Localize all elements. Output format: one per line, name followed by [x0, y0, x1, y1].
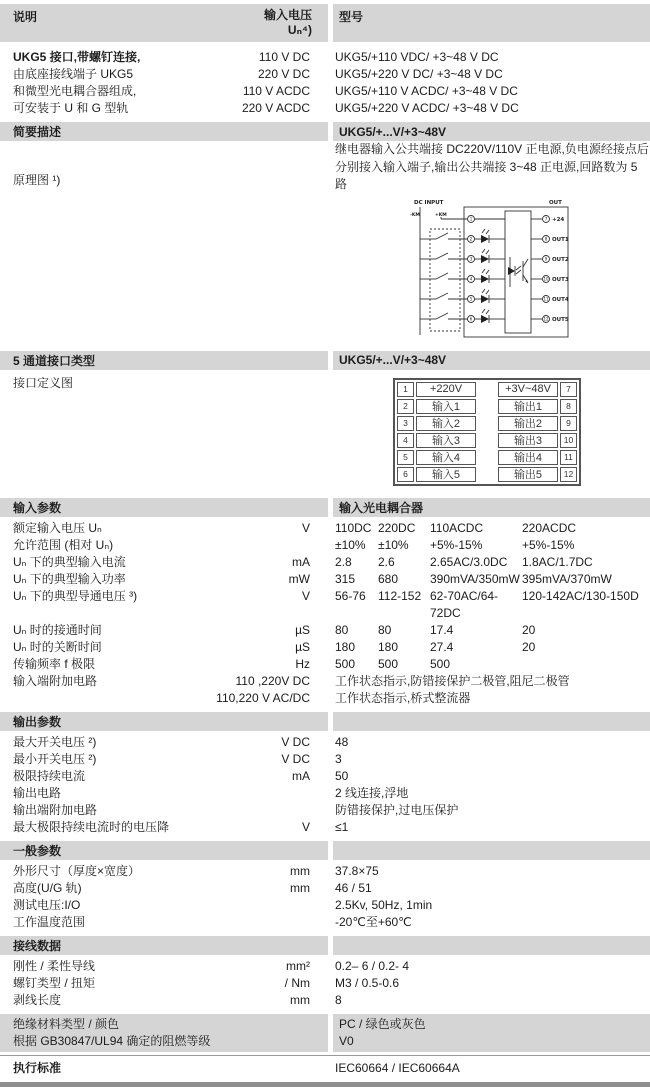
param-value: 56-76	[335, 588, 366, 603]
param-value: 500	[430, 656, 451, 671]
bottom-rule	[0, 1082, 650, 1087]
brief-body	[0, 141, 650, 341]
param-value: 110DC	[335, 520, 372, 535]
param-value: 3	[335, 751, 342, 766]
param-label: Uₙ 下的典型导通电压 ³)	[13, 588, 138, 603]
pin-num: 3	[397, 416, 414, 431]
param-value: 50	[335, 768, 349, 783]
param-row	[0, 751, 650, 768]
param-row	[0, 768, 650, 785]
insulation-band	[0, 1014, 650, 1052]
desc-cell: 可安装于 U 和 G 型轨	[13, 101, 129, 115]
param-value: 27.4	[430, 639, 454, 654]
param-row	[0, 656, 650, 673]
param-row	[0, 734, 650, 751]
channel-type-bar	[0, 351, 650, 370]
pin-number: 5	[469, 296, 473, 302]
general-params-title: 一般参数	[13, 843, 62, 858]
pin-number: 1	[469, 216, 473, 222]
param-value: ±10%	[335, 537, 366, 552]
pin-num: 5	[397, 450, 414, 465]
pin-value: 输入4	[416, 450, 476, 465]
param-label: 测试电压:I/O	[13, 897, 81, 912]
param-row	[0, 639, 650, 656]
pin-number: 3	[469, 256, 473, 262]
param-label: 刚性 / 柔性导线	[13, 958, 96, 973]
out-label: OUT1	[552, 236, 569, 243]
standards-value: IEC60664 / IEC60664A	[335, 1060, 460, 1075]
pin-num: 2	[397, 399, 414, 414]
param-value: 0.2– 6 / 0.2- 4	[335, 958, 410, 973]
pin-definition-table	[393, 378, 581, 486]
led-icon	[481, 269, 489, 283]
brief-model-title: UKG5/+...V/+3~48V	[339, 124, 447, 139]
param-label: 最大极限持续电流时的电压降	[13, 819, 170, 834]
pin-value: 输出2	[498, 416, 558, 431]
param-row	[0, 897, 650, 914]
param-value: 2.6	[378, 554, 395, 569]
param-row	[0, 571, 650, 588]
channel-model-title: UKG5/+...V/+3~48V	[339, 353, 447, 367]
voltage-cell: 220 V ACDC	[241, 101, 310, 115]
param-value	[522, 656, 650, 673]
pin-value: 输出4	[498, 450, 558, 465]
param-row	[0, 554, 650, 571]
schematic-title-right: OUT	[549, 199, 562, 206]
param-unit: µS	[295, 639, 310, 654]
param-value: 112-152	[378, 588, 422, 603]
param-label: 最大开关电压 ²)	[13, 734, 97, 749]
param-unit: mm²	[286, 958, 310, 973]
general-params-table	[0, 863, 650, 931]
param-value: 46 / 51	[335, 880, 372, 895]
col-voltage-label	[264, 8, 328, 38]
insulation-value: PC / 绿色或灰色	[339, 1016, 426, 1031]
pin-num: 11	[560, 450, 577, 465]
brief-title: 简要描述	[13, 125, 62, 139]
param-value: 180	[335, 639, 356, 654]
param-label: 输出端附加电路	[13, 802, 98, 817]
pin-number: 7	[544, 216, 548, 222]
channel-row	[420, 289, 569, 303]
param-label: 螺钉类型 / 扭矩	[13, 975, 96, 990]
pin-value: +220V	[416, 382, 476, 397]
pin-number: 4	[469, 276, 473, 282]
param-row	[0, 673, 650, 690]
param-value: 20	[522, 639, 536, 654]
input-params-title: 输入参数	[13, 500, 62, 515]
neg-terminal-label: -KM	[410, 212, 420, 218]
param-unit: / Nm	[284, 975, 310, 990]
param-unit: V	[301, 520, 310, 535]
output-params-table	[0, 734, 650, 836]
optocoupler-icon	[508, 257, 528, 287]
param-value: 390mVA/350mW	[430, 571, 520, 586]
param-value: 8	[335, 992, 342, 1007]
param-unit: mm	[290, 992, 310, 1007]
pin-num: 8	[560, 399, 577, 414]
schematic-svg	[410, 197, 582, 341]
wiring-data-bar	[0, 936, 650, 955]
param-row	[0, 863, 650, 880]
param-row	[0, 520, 650, 537]
led-icon	[481, 289, 489, 303]
out-label: OUT5	[552, 316, 569, 323]
param-unit: µS	[295, 622, 310, 637]
table-row	[0, 66, 650, 83]
table-row	[0, 49, 650, 66]
pin-value: 输出1	[498, 399, 558, 414]
param-unit: mm	[290, 863, 310, 878]
wiring-data-table	[0, 958, 650, 1009]
param-value: -20℃至+60℃	[335, 914, 412, 929]
param-unit: V	[301, 819, 310, 834]
param-row	[0, 880, 650, 897]
input-params-table	[0, 520, 650, 707]
out-label: +24	[552, 216, 565, 223]
pin-value: 输入5	[416, 467, 476, 482]
led-icon	[481, 249, 489, 263]
pin-value: 输入1	[416, 399, 476, 414]
pin-number: 11	[543, 296, 549, 302]
channel-row	[420, 269, 569, 283]
pin-num: 9	[560, 416, 577, 431]
insulation-label: 根据 GB30847/UL94 确定的阻燃等级	[13, 1033, 211, 1048]
wiring-data-title: 接线数据	[13, 938, 62, 953]
output-params-bar	[0, 712, 650, 731]
param-value: 500	[335, 656, 356, 671]
param-label: 高度(U/G 轨)	[13, 880, 82, 895]
param-value: 110ACDC	[430, 520, 484, 535]
col-desc-label: 说明	[13, 10, 38, 24]
param-row	[0, 992, 650, 1009]
param-value: 2.65AC/3.0DC	[430, 554, 508, 569]
standards-label: 执行标准	[13, 1060, 62, 1075]
param-row	[0, 802, 650, 819]
param-row	[0, 537, 650, 554]
param-value: 180	[378, 639, 399, 654]
input-params-subtitle: 输入光电耦合器	[339, 500, 424, 515]
channel-row	[420, 249, 569, 263]
schematic-diagram	[410, 197, 650, 341]
param-row	[0, 785, 650, 802]
param-unit: 110,220 V AC/DC	[216, 690, 310, 705]
param-value: 17.4	[430, 622, 454, 637]
param-value: ±10%	[378, 537, 409, 552]
pin-number: 6	[469, 316, 473, 322]
voltage-title: 输入电压	[263, 8, 312, 22]
model-table	[0, 49, 650, 117]
pin-value: 输出5	[498, 467, 558, 482]
param-label: 传输频率 f 极限	[13, 656, 96, 671]
param-label: 剥线长度	[13, 992, 62, 1007]
out-label: OUT4	[552, 296, 569, 303]
param-row	[0, 690, 650, 707]
led-icon	[481, 309, 489, 323]
param-label: 输入端附加电路	[13, 673, 98, 688]
param-row	[0, 914, 650, 931]
pin-number: 12	[543, 316, 549, 322]
channel-title: 5 通道接口类型	[13, 353, 96, 368]
channel-row-common	[441, 215, 564, 223]
brief-text-line: 继电器输入公共端接 DC220V/110V 正电源,负电源经接点后	[335, 142, 649, 156]
param-value: 220ACDC	[522, 520, 577, 535]
pin-num: 4	[397, 433, 414, 448]
model-cell: UKG5/+220 V DC/ +3~48 V DC	[335, 67, 503, 81]
desc-cell: 由底座接线端子 UKG5	[13, 67, 134, 81]
channel-row	[420, 229, 569, 243]
spec-header-right	[333, 4, 650, 42]
param-unit: V	[301, 588, 310, 603]
schematic-section-label: 原理图 ¹)	[13, 173, 61, 187]
param-value: 防错接保护,过电压保护	[335, 802, 459, 817]
brief-text-line: 分别接入输入端子,输出公共端接 3~48 正电源,回路数为 5 路	[335, 159, 638, 191]
pin-num: 6	[397, 467, 414, 482]
param-unit: mA	[292, 554, 310, 569]
param-value: 2.5Kv, 50Hz, 1min	[335, 897, 433, 912]
brief-desc-bar	[0, 122, 650, 141]
pin-number: 9	[544, 256, 548, 262]
pos-terminal-label: +KM	[435, 212, 447, 218]
led-icon	[481, 229, 489, 243]
param-row	[0, 819, 650, 836]
param-row	[0, 958, 650, 975]
desc-cell: 和微型光电耦合器组成,	[13, 84, 137, 98]
param-value: 工作状态指示,防错接保护二极管,阻尼二极管	[335, 673, 570, 688]
desc-cell: UKG5 接口,带螺钉连接,	[13, 50, 141, 64]
voltage-cell: 220 V DC	[257, 67, 310, 81]
param-label: 输出电路	[13, 785, 62, 800]
insulation-value: V0	[339, 1033, 354, 1048]
param-label: Uₙ 时的接通时间	[13, 622, 102, 637]
param-value: 48	[335, 734, 349, 749]
param-value: +5%-15%	[522, 537, 575, 552]
param-value: 62-70AC/64-72DC	[430, 588, 499, 620]
param-label: 允许范围 (相对 Uₙ)	[13, 537, 114, 552]
output-params-title: 输出参数	[13, 714, 62, 729]
param-value: 500	[378, 656, 399, 671]
spec-header-left	[0, 4, 328, 42]
voltage-cell: 110 V DC	[258, 50, 310, 64]
param-row	[0, 588, 650, 622]
param-unit: mm	[290, 880, 310, 895]
pin-value: 输入2	[416, 416, 476, 431]
col-model-label: 型号	[339, 10, 364, 24]
param-value: 2.8	[335, 554, 352, 569]
param-value: 120-142AC/130-150D	[522, 588, 639, 603]
param-value: 1.8AC/1.7DC	[522, 554, 593, 569]
general-params-bar	[0, 841, 650, 860]
spec-header-bar	[0, 4, 650, 42]
param-value: 2 线连接,浮地	[335, 785, 409, 800]
model-cell: UKG5/+110 VDC/ +3~48 V DC	[335, 50, 499, 64]
standards-row	[0, 1055, 650, 1077]
param-value: +5%-15%	[430, 537, 483, 552]
model-cell: UKG5/+110 V ACDC/ +3~48 V DC	[335, 84, 518, 98]
pin-num: 1	[397, 382, 414, 397]
pin-value: 输入3	[416, 433, 476, 448]
pin-value: +3V~48V	[498, 382, 558, 397]
channel-row	[420, 309, 569, 323]
param-label: Uₙ 时的关断时间	[13, 639, 102, 654]
param-unit: mW	[288, 571, 310, 586]
param-unit: Hz	[295, 656, 310, 671]
pin-num: 7	[560, 382, 577, 397]
pin-num: 10	[560, 433, 577, 448]
pin-value: 输出3	[498, 433, 558, 448]
param-value: 680	[378, 571, 399, 586]
param-label: 额定输入电压 Uₙ	[13, 520, 102, 535]
out-label: OUT3	[552, 276, 569, 283]
param-unit: 110 ,220V DC	[235, 673, 310, 688]
param-unit: V DC	[281, 751, 310, 766]
param-value: 80	[335, 622, 349, 637]
table-row	[0, 83, 650, 100]
insulation-label: 绝缘材料类型 / 颜色	[13, 1016, 120, 1031]
param-label: Uₙ 下的典型输入电流	[13, 554, 126, 569]
param-row	[0, 622, 650, 639]
pin-num: 12	[560, 467, 577, 482]
param-value: 37.8×75	[335, 863, 379, 878]
param-value: 20	[522, 622, 536, 637]
param-unit: V DC	[281, 734, 310, 749]
param-value: 395mVA/370mW	[522, 571, 612, 586]
param-value: 工作状态指示,桥式整流器	[335, 690, 471, 705]
param-value: M3 / 0.5-0.6	[335, 975, 400, 990]
table-row	[0, 100, 650, 117]
param-label: 最小开关电压 ²)	[13, 751, 97, 766]
param-label: 工作温度范围	[13, 914, 86, 929]
channel-body	[0, 374, 650, 486]
param-value: 220DC	[378, 520, 416, 535]
pin-diagram-label: 接口定义图	[13, 375, 74, 390]
voltage-cell: 110 V ACDC	[242, 84, 310, 98]
param-value: 80	[378, 622, 392, 637]
out-label: OUT2	[552, 256, 569, 263]
input-params-bar	[0, 498, 650, 517]
param-unit: mA	[292, 768, 310, 783]
schematic-title-left: DC INPUT	[414, 199, 444, 206]
param-value: 315	[335, 571, 356, 586]
param-value: ≤1	[335, 819, 349, 834]
pin-number: 8	[544, 236, 548, 242]
param-label: Uₙ 下的典型输入功率	[13, 571, 126, 586]
param-label: 外形尺寸（厚度×宽度）	[13, 863, 141, 878]
contact-box	[430, 229, 460, 331]
pin-number: 10	[543, 276, 549, 282]
voltage-subscript: Uₙ⁴)	[287, 23, 312, 37]
model-cell: UKG5/+220 V ACDC/ +3~48 V DC	[335, 101, 519, 115]
pin-number: 2	[469, 236, 473, 242]
param-label: 极限持续电流	[13, 768, 86, 783]
